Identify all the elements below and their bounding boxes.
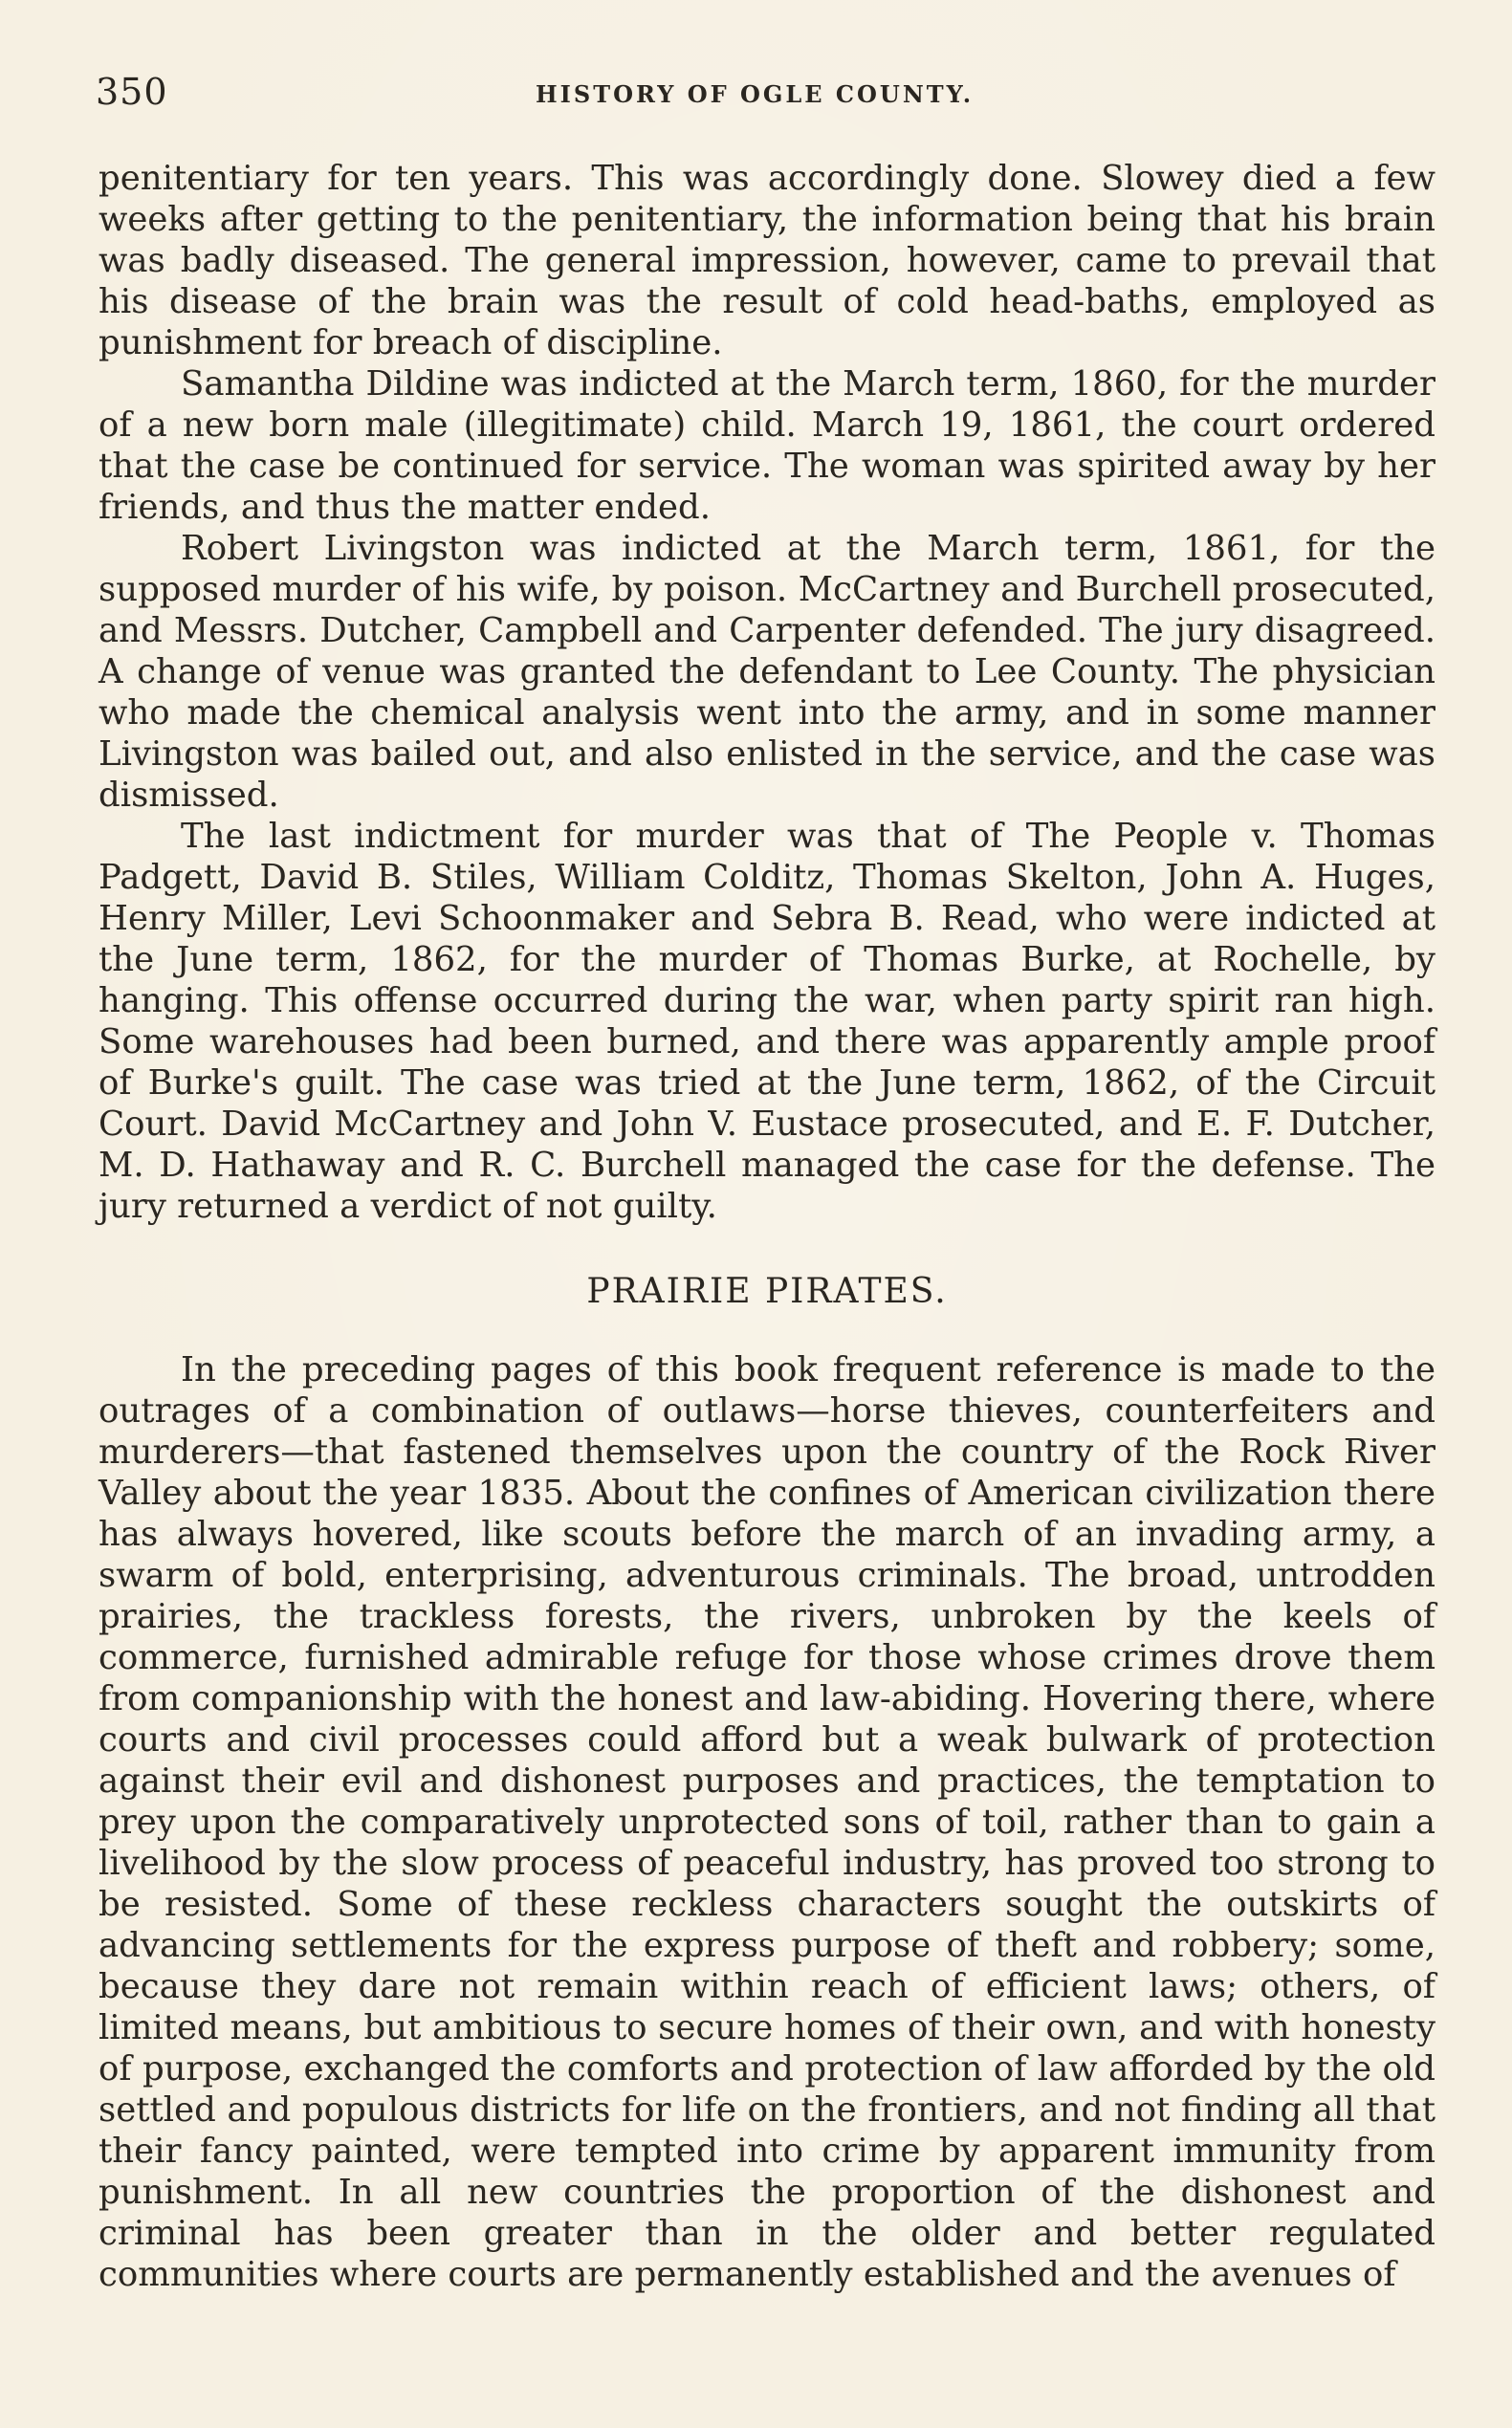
page-number: 350 (96, 71, 168, 113)
paragraph: Robert Livingston was indicted at the March term, 1861, for the supposed murder of his wife, by poison. McCartney and Burchell prosecuted, and Messrs. Dutcher, Campbell and Carpenter defended. The jury disagreed. A change of venue was granted the defendant to Lee County. The physician who made the chemical analysis went into the army, and in some manner Livingston was bailed out, and also enlisted in the service, and the case was dismissed. (99, 529, 1435, 815)
section-heading: PRAIRIE PIRATES. (586, 1272, 948, 1311)
paragraph: In the preceding pages of this book frequent reference is made to the outrages of a combination of outlaws—horse thieves, counterfeiters and murderers—that fastened themselves upon the country of the Rock River Valley about the year 1835. About the confines of American civilization there has always hovered, like scouts before the march of an invading army, a swarm of bold, enterprising, adventurous criminals. The broad, untrodden prairies, the trackless forests, the rivers, unbroken by the keels of commerce, furnished admirable refuge for those whose crimes drove them from companionship with the honest and law-abiding. Hovering there, where courts and civil processes could afford but a weak bulwark of protection against their evil and dishonest purposes and practices, the temptation to prey upon the comparatively unprotected sons of toil, rather than to gain a livelihood by the slow process of peaceful industry, has proved too strong to be resisted. Some of these reckless characters sought the outskirts of advancing settlements for the express purpose of theft and robbery; some, because they dare not remain within reach of efficient laws; others, of limited means, but ambitious to secure homes of their own, and with honesty of purpose, exchanged the comforts and protection of law afforded by the old settled and populous districts for life on the frontiers, and not finding all that their fancy painted, were tempted into crime by apparent immunity from punishment. In all new countries the proportion of the dishonest and criminal has been greater than in the older and better regulated communities where courts are permanently established and the avenues of (99, 1350, 1435, 2294)
running-head (96, 71, 1430, 113)
body-text (99, 158, 1435, 2295)
running-title: HISTORY OF OGLE COUNTY. (536, 80, 975, 108)
paragraph: penitentiary for ten years. This was accordingly done. Slowey died a few weeks after getting to the penitentiary, the information being that his brain was badly diseased. The general impression, however, came to prevail that his disease of the brain was the result of cold head-baths, employed as punishment for breach of discipline. (99, 159, 1435, 362)
paragraph: The last indictment for murder was that of The People v. Thomas Padgett, David B. Stiles, William Colditz, Thomas Skelton, John A. Huges, Henry Miller, Levi Schoonmaker and Sebra B. Read, who were indicted at the June term, 1862, for the murder of Thomas Burke, at Rochelle, by hanging. This offense occurred during the war, when party spirit ran high. Some warehouses had been burned, and there was apparently ample proof of Burke's guilt. The case was tried at the June term, 1862, of the Circuit Court. David McCartney and John V. Eustace prosecuted, and E. F. Dutcher, M. D. Hathaway and R. C. Burchell managed the case for the defense. The jury returned a verdict of not guilty. (99, 817, 1435, 1226)
paragraph: Samantha Dildine was indicted at the March term, 1860, for the murder of a new born male (illegitimate) child. March 19, 1861, the court ordered that the case be continued for service. The woman was spirited away by her friends, and thus the matter ended. (99, 364, 1435, 527)
